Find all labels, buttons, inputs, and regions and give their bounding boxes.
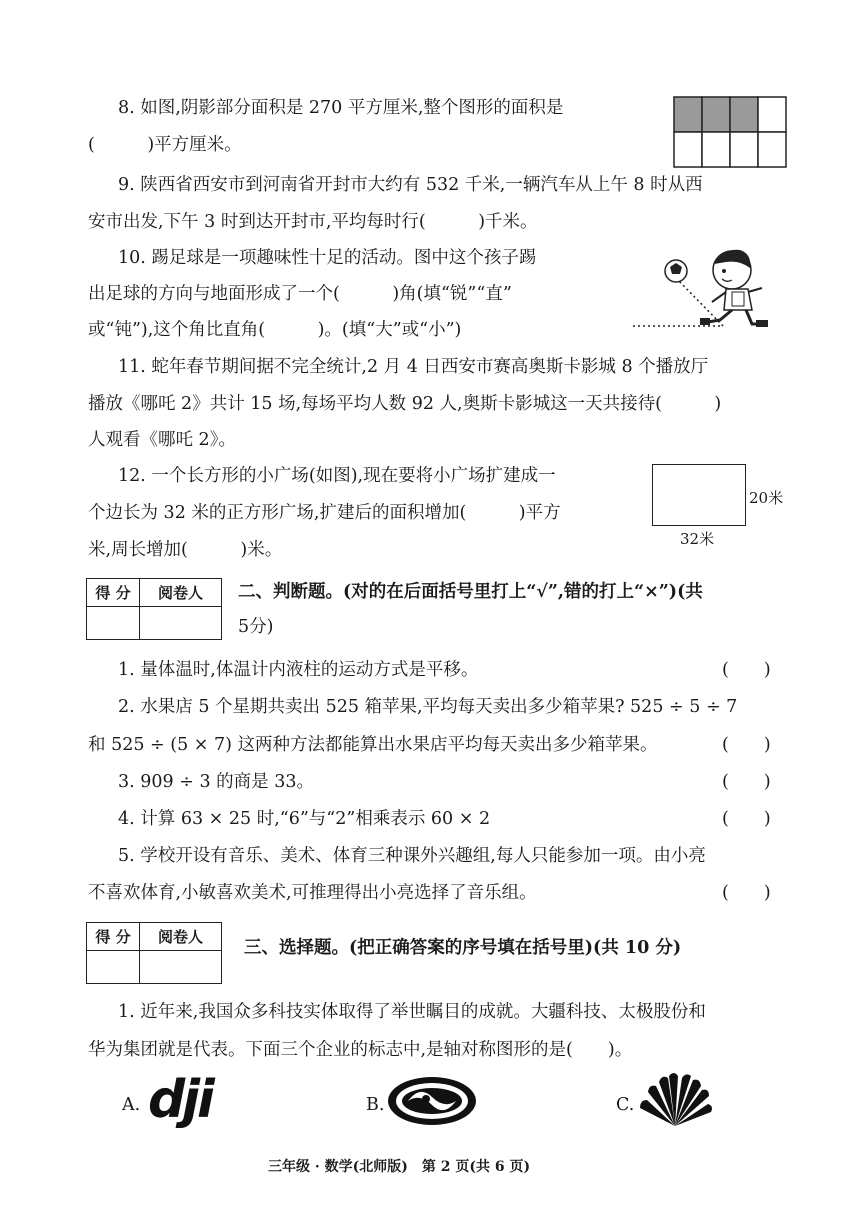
- s2-item-4: 4. 计算 63 × 25 时,“6”与“2”相乘表示 60 × 2: [118, 809, 491, 829]
- s2-answer-5[interactable]: ( ): [722, 883, 771, 903]
- rect-height-label: 20米: [749, 489, 784, 507]
- boy-kicking-ball-illustration: [628, 240, 778, 332]
- score-cell[interactable]: [87, 951, 140, 984]
- q10-line3: 或“钝”),这个角比直角( )。(填“大”或“小”): [88, 320, 462, 340]
- s2-answer-3[interactable]: ( ): [722, 772, 771, 792]
- q11-line3: 人观看《哪吒 2》。: [88, 430, 236, 450]
- huawei-logo-icon[interactable]: [638, 1068, 712, 1128]
- option-c-label: C.: [616, 1095, 635, 1115]
- s2-answer-4[interactable]: ( ): [722, 809, 771, 829]
- grader-cell[interactable]: [140, 607, 222, 640]
- taiji-logo-icon[interactable]: [386, 1075, 478, 1127]
- q12-line2: 个边长为 32 米的正方形广场,扩建后的面积增加( )平方: [88, 503, 561, 523]
- option-a-label: A.: [122, 1095, 141, 1115]
- q8-line2: ( )平方厘米。: [88, 135, 242, 155]
- q9-line1: 9. 陕西省西安市到河南省开封市大约有 532 千米,一辆汽车从上午 8 时从西: [118, 175, 703, 195]
- q8-line1: 8. 如图,阴影部分面积是 270 平方厘米,整个图形的面积是: [118, 98, 564, 118]
- dji-logo[interactable]: dji: [148, 1070, 212, 1130]
- s2-item-3: 3. 909 ÷ 3 的商是 33。: [118, 772, 314, 792]
- rect-width-label: 32米: [680, 530, 715, 548]
- grader-label: 阅卷人: [140, 923, 222, 951]
- s2-answer-2[interactable]: ( ): [722, 735, 771, 755]
- q11-line2: 播放《哪吒 2》共计 15 场,每场平均人数 92 人,奥斯卡影城这一天共接待( ): [88, 394, 722, 414]
- shaded-grid-figure: [673, 96, 787, 168]
- section3-title: 三、选择题。(把正确答案的序号填在括号里)(共 10 分): [244, 938, 682, 958]
- score-cell[interactable]: [87, 607, 140, 640]
- rectangle-plaza-figure: [652, 464, 746, 526]
- q10-line2: 出足球的方向与地面形成了一个( )角(填“锐”“直”: [88, 284, 512, 304]
- score-box-section2: [86, 578, 222, 640]
- grader-cell[interactable]: [140, 951, 222, 984]
- grader-label: 阅卷人: [140, 579, 222, 607]
- option-b-label: B.: [366, 1095, 385, 1115]
- s2-item-1: 1. 量体温时,体温计内液柱的运动方式是平移。: [118, 660, 479, 680]
- section2-title: 二、判断题。(对的在后面括号里打上“√”,错的打上“×”)(共: [238, 582, 703, 602]
- q12-line1: 12. 一个长方形的小广场(如图),现在要将小广场扩建成一: [118, 466, 556, 486]
- q11-line1: 11. 蛇年春节期间据不完全统计,2 月 4 日西安市赛高奥斯卡影城 8 个播放厅: [118, 357, 709, 377]
- score-label: 得 分: [87, 923, 140, 951]
- s3-q1-line1: 1. 近年来,我国众多科技实体取得了举世瞩目的成就。大疆科技、太极股份和: [118, 1002, 706, 1022]
- s2-item-5-cont: 不喜欢体育,小敏喜欢美术,可推理得出小亮选择了音乐组。: [88, 883, 537, 903]
- s2-item-2: 2. 水果店 5 个星期共卖出 525 箱苹果,平均每天卖出多少箱苹果? 525 ÷ 5 ÷ 7: [118, 697, 738, 717]
- section2-title-cont: 5分): [238, 617, 274, 637]
- q12-line3: 米,周长增加( )米。: [88, 540, 283, 560]
- q10-line1: 10. 踢足球是一项趣味性十足的活动。图中这个孩子踢: [118, 248, 537, 268]
- page-footer: 三年级 · 数学(北师版) 第 2 页(共 6 页): [268, 1159, 531, 1175]
- s2-item-2-cont: 和 525 ÷ (5 × 7) 这两种方法都能算出水果店平均每天卖出多少箱苹果。: [88, 735, 658, 755]
- score-label: 得 分: [87, 579, 140, 607]
- s2-answer-1[interactable]: ( ): [722, 660, 771, 680]
- s2-item-5: 5. 学校开设有音乐、美术、体育三种课外兴趣组,每人只能参加一项。由小亮: [118, 846, 706, 866]
- score-box-section3: [86, 922, 222, 984]
- q9-line2: 安市出发,下午 3 时到达开封市,平均每时行( )千米。: [88, 212, 538, 232]
- s3-q1-line2: 华为集团就是代表。下面三个企业的标志中,是轴对称图形的是( )。: [88, 1040, 633, 1060]
